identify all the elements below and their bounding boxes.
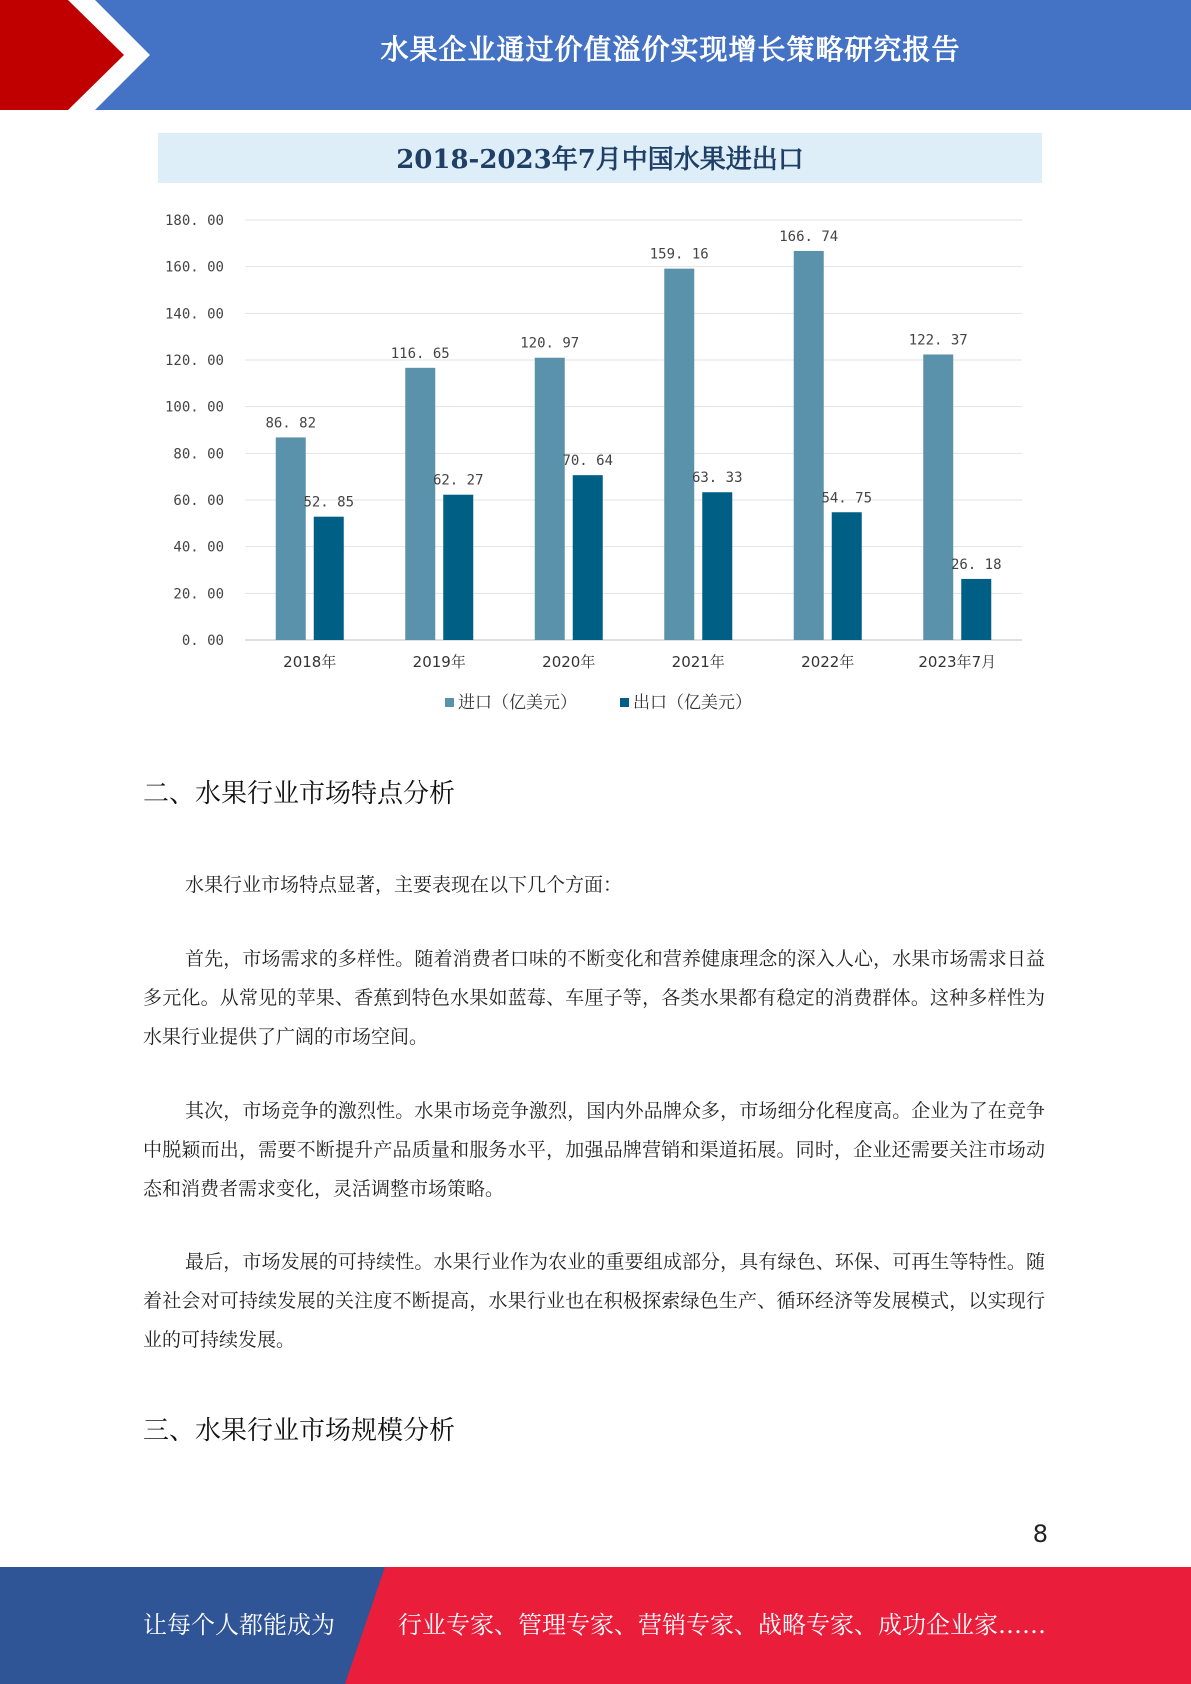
bar-export [443, 495, 473, 640]
data-label: 122. 37 [908, 332, 968, 349]
x-tick-label: 2020年 [542, 653, 596, 671]
page-number: 8 [1032, 1520, 1048, 1548]
paragraph-intro: 水果行业市场特点显著，主要表现在以下几个方面： [185, 874, 623, 896]
page-footer [0, 1567, 1191, 1684]
x-tick-label: 2022年 [801, 653, 855, 671]
data-label: 52. 85 [303, 494, 355, 511]
report-title: 水果企业通过价值溢价实现增长策略研究报告 [380, 33, 961, 66]
legend-swatch [445, 698, 454, 707]
data-label: 70. 64 [562, 453, 614, 470]
data-label: 54. 75 [821, 490, 873, 507]
data-label: 62. 27 [432, 472, 484, 489]
footer-slogan-right: 行业专家、管理专家、营销专家、战略专家、成功企业家…… [398, 1611, 1046, 1639]
footer-slogan-left: 让每个人都能成为 [143, 1611, 335, 1639]
data-label: 120. 97 [520, 335, 580, 352]
bar-export [314, 517, 344, 640]
legend-label: 进口（亿美元） [458, 693, 577, 713]
import-export-chart [140, 125, 1060, 725]
y-tick-label: 180. 00 [164, 213, 224, 229]
bar-import [405, 368, 435, 640]
bar-import [276, 437, 306, 640]
bar-export [702, 492, 732, 640]
bar-export [832, 512, 862, 640]
y-tick-label: 20. 00 [173, 586, 224, 603]
x-tick-label: 2023年7月 [918, 653, 997, 671]
y-tick-label: 80. 00 [173, 446, 224, 463]
data-label: 116. 65 [390, 345, 450, 362]
bar-import [664, 269, 694, 640]
bar-import [923, 354, 953, 640]
data-label: 86. 82 [265, 415, 317, 432]
chart-title: 2018-2023年7月中国水果进出口 [396, 145, 804, 175]
paragraph-diversity: 首先，市场需求的多样性。随着消费者口味的不断变化和营养健康理念的深入人心，水果市场需求日益多元化。从常见的苹果、香蕉到特色水果如蓝莓、车厘子等，各类水果都有稳定的消费群体。这种多样性为水果行业提供了广阔的市场空间。 [143, 948, 1045, 1048]
y-tick-label: 60. 00 [173, 493, 224, 509]
header-arrow-decoration [0, 0, 160, 110]
x-tick-label: 2018年 [283, 653, 337, 671]
x-tick-label: 2019年 [412, 653, 466, 671]
y-tick-label: 100. 00 [164, 399, 224, 416]
data-label: 166. 74 [779, 228, 839, 245]
bar-import [535, 358, 565, 640]
bar-import [794, 251, 824, 640]
bar-export [573, 475, 603, 640]
section-heading-market-size: 三、水果行业市场规模分析 [143, 1416, 456, 1446]
data-label: 159. 16 [649, 246, 709, 263]
data-label: 26. 18 [950, 556, 1002, 573]
page-header [0, 0, 1191, 110]
y-tick-label: 0. 00 [181, 633, 224, 649]
y-tick-label: 120. 00 [164, 353, 224, 369]
legend-label: 出口（亿美元） [633, 693, 752, 713]
y-tick-label: 140. 00 [164, 306, 224, 323]
section-heading-market-features: 二、水果行业市场特点分析 [143, 779, 456, 809]
y-tick-label: 40. 00 [173, 539, 224, 556]
paragraph-sustainability: 最后，市场发展的可持续性。水果行业作为农业的重要组成部分，具有绿色、环保、可再生等特性。随着社会对可持续发展的关注度不断提高，水果行业也在积极探索绿色生产、循环经济等发展模式，以实现行业的可持续发展。 [143, 1251, 1045, 1351]
bar-export [961, 579, 991, 640]
y-tick-label: 160. 00 [164, 259, 224, 276]
paragraph-competition: 其次，市场竞争的激烈性。水果市场竞争激烈，国内外品牌众多，市场细分化程度高。企业为了在竞争中脱颖而出，需要不断提升产品质量和服务水平，加强品牌营销和渠道拓展。同时，企业还需要关注市场动态和消费者需求变化，灵活调整市场策略。 [143, 1100, 1045, 1200]
data-label: 63. 33 [691, 470, 743, 487]
x-tick-label: 2021年 [671, 653, 725, 671]
legend-swatch [620, 698, 629, 707]
chart-svg [140, 125, 1060, 725]
